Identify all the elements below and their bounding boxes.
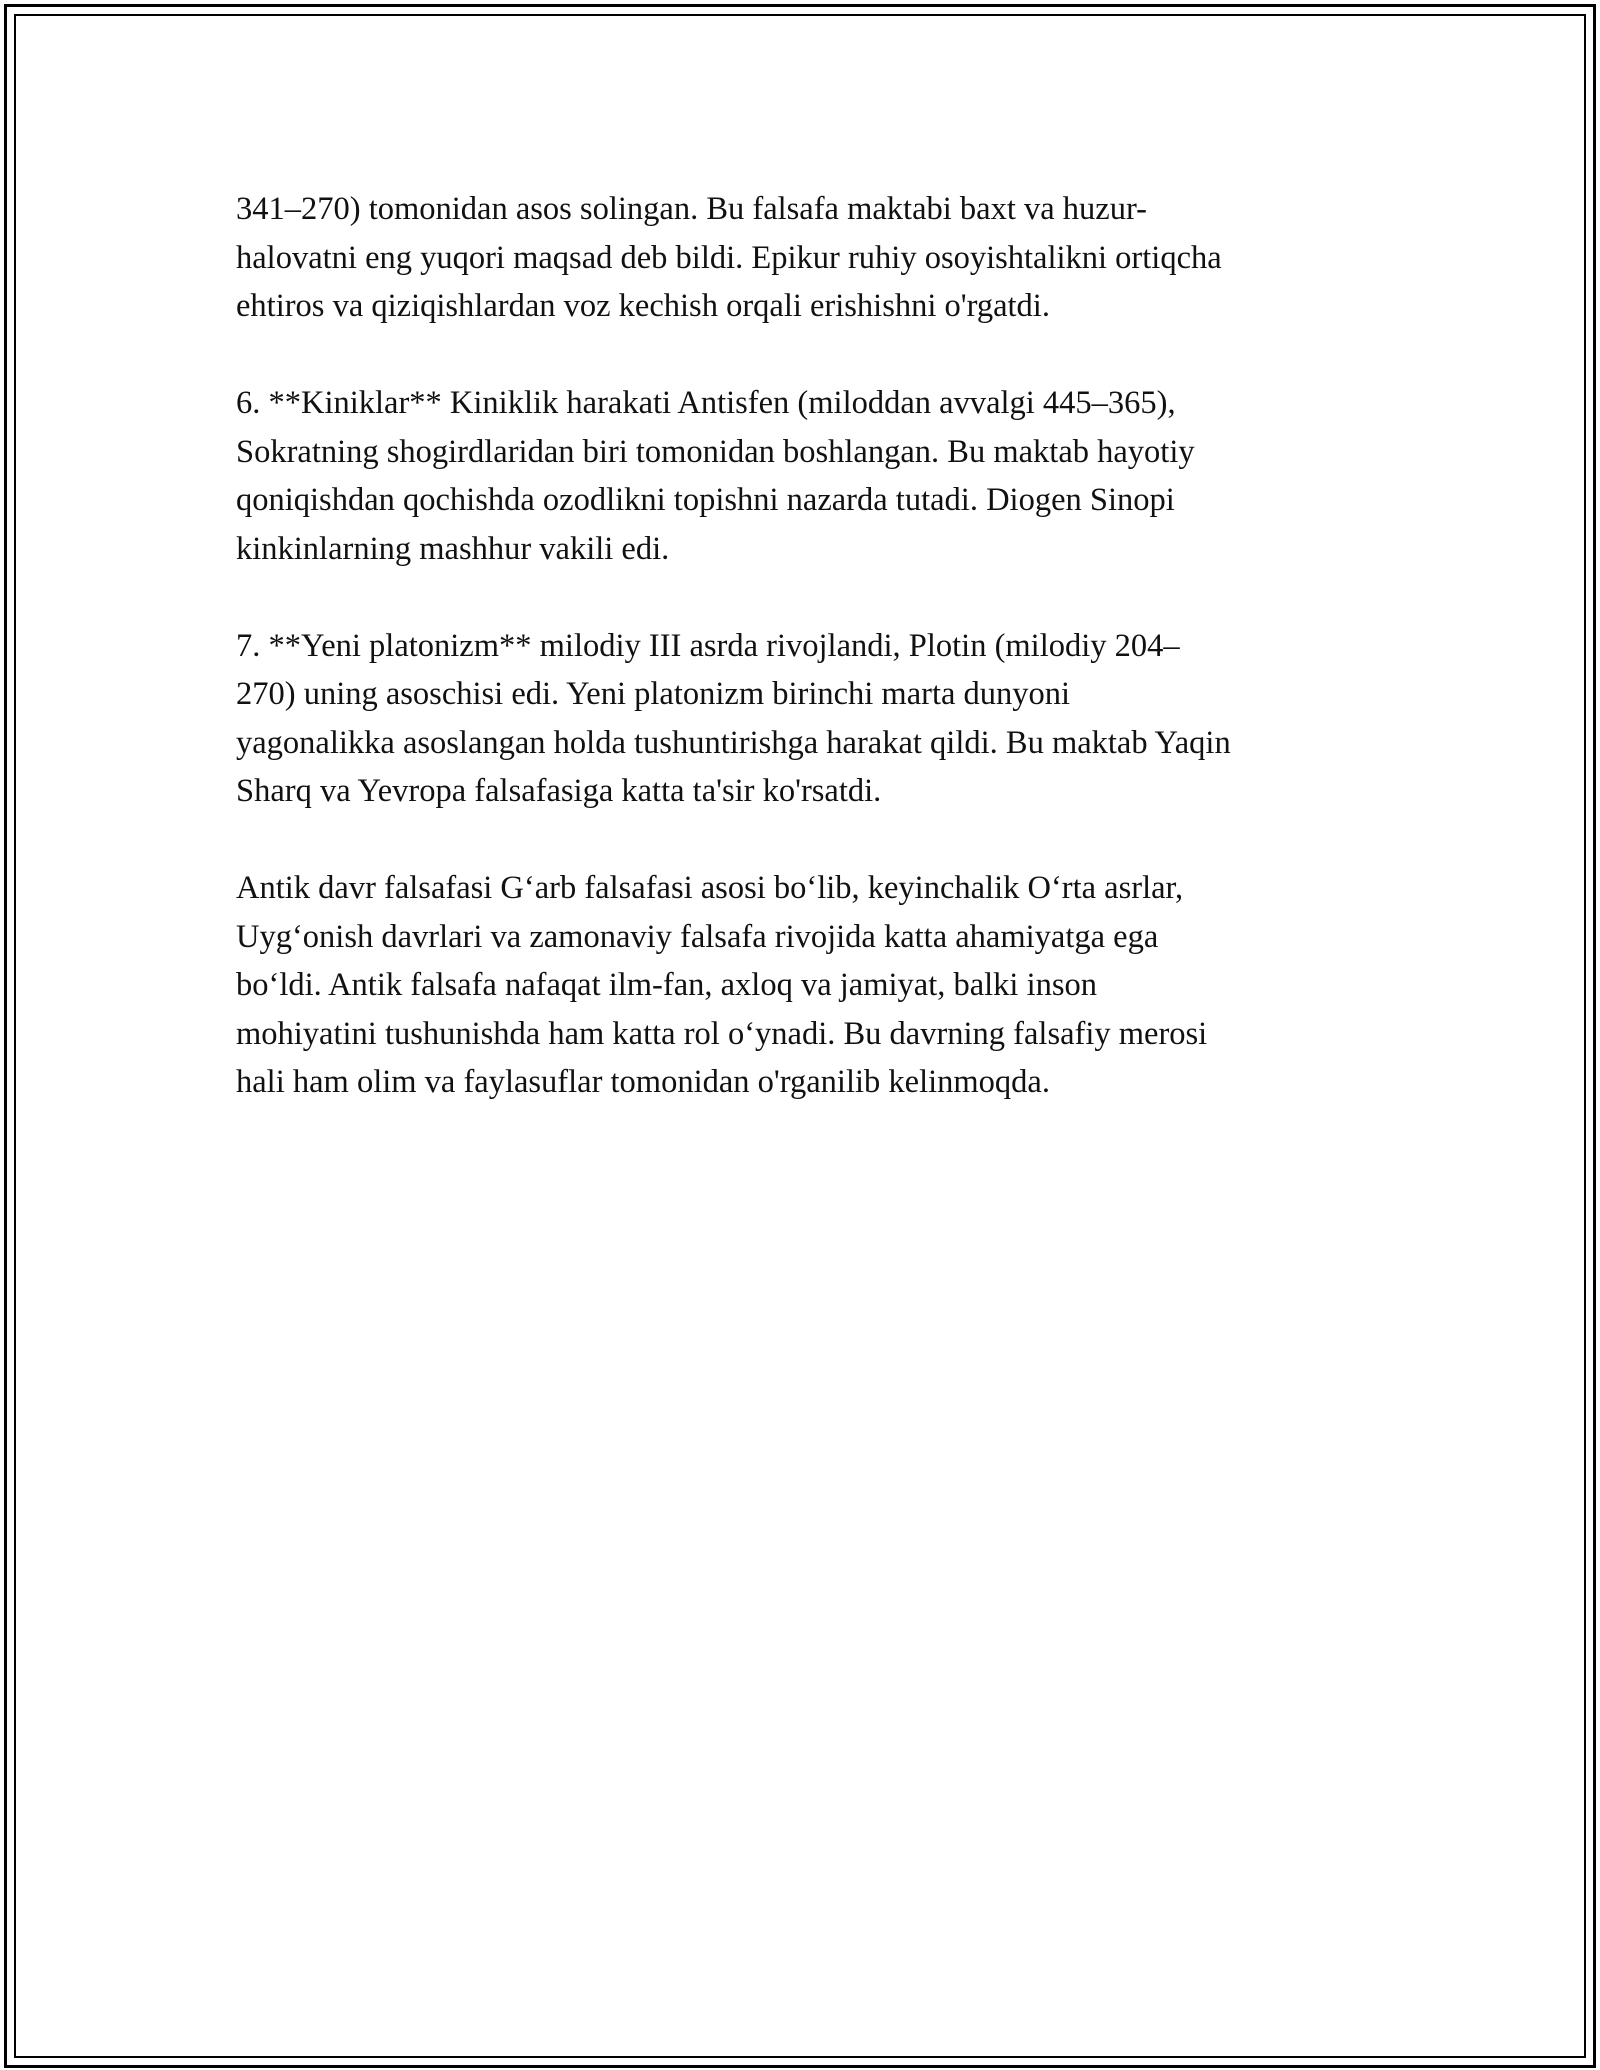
paragraph-cynics: 6. **Kiniklar** Kiniklik harakati Antisfen (miloddan avvalgi 445–365), Sokratning shogirdlaridan biri tomonidan boshlangan. Bu maktab hayotiy qoniqishdan qochishda ozodlikni topishni nazarda tutadi. Diogen Sinopi kinkinlarning mashhur vakili edi.	[236, 385, 1195, 567]
paragraph-epicurean-continuation: 341–270) tomonidan asos solingan. Bu falsafa maktabi baxt va huzur- halovatni eng yuqori maqsad deb bildi. Epikur ruhiy osoyishtalikni ortiqcha ehtiros va qiziqishlardan voz kechish orqali erishishni o'rgatdi.	[236, 191, 1222, 324]
paragraph-neoplatonism: 7. **Yeni platonizm** milodiy III asrda rivojlandi, Plotin (milodiy 204– 270) uning asoschisi edi. Yeni platonizm birinchi marta dunyoni yagonalikka asoslangan holda tushuntirishga harakat qildi. Bu maktab Yaqin Sharq va Yevropa falsafasiga katta ta'sir ko'rsatdi.	[236, 627, 1231, 809]
document-body	[236, 185, 1376, 1155]
paragraph-conclusion: Antik davr falsafasi G‘arb falsafasi asosi bo‘lib, keyinchalik O‘rta asrlar, Uyg‘onish davrlari va zamonaviy falsafa rivojida katta ahamiyatga ega bo‘ldi. Antik falsafa nafaqat ilm-fan, axloq va jamiyat, balki inson mohiyatini tushunishda ham katta rol o‘ynadi. Bu davrning falsafiy merosi hali ham olim va faylasuflar tomonidan o'rganilib kelinmoqda.	[236, 870, 1208, 1100]
